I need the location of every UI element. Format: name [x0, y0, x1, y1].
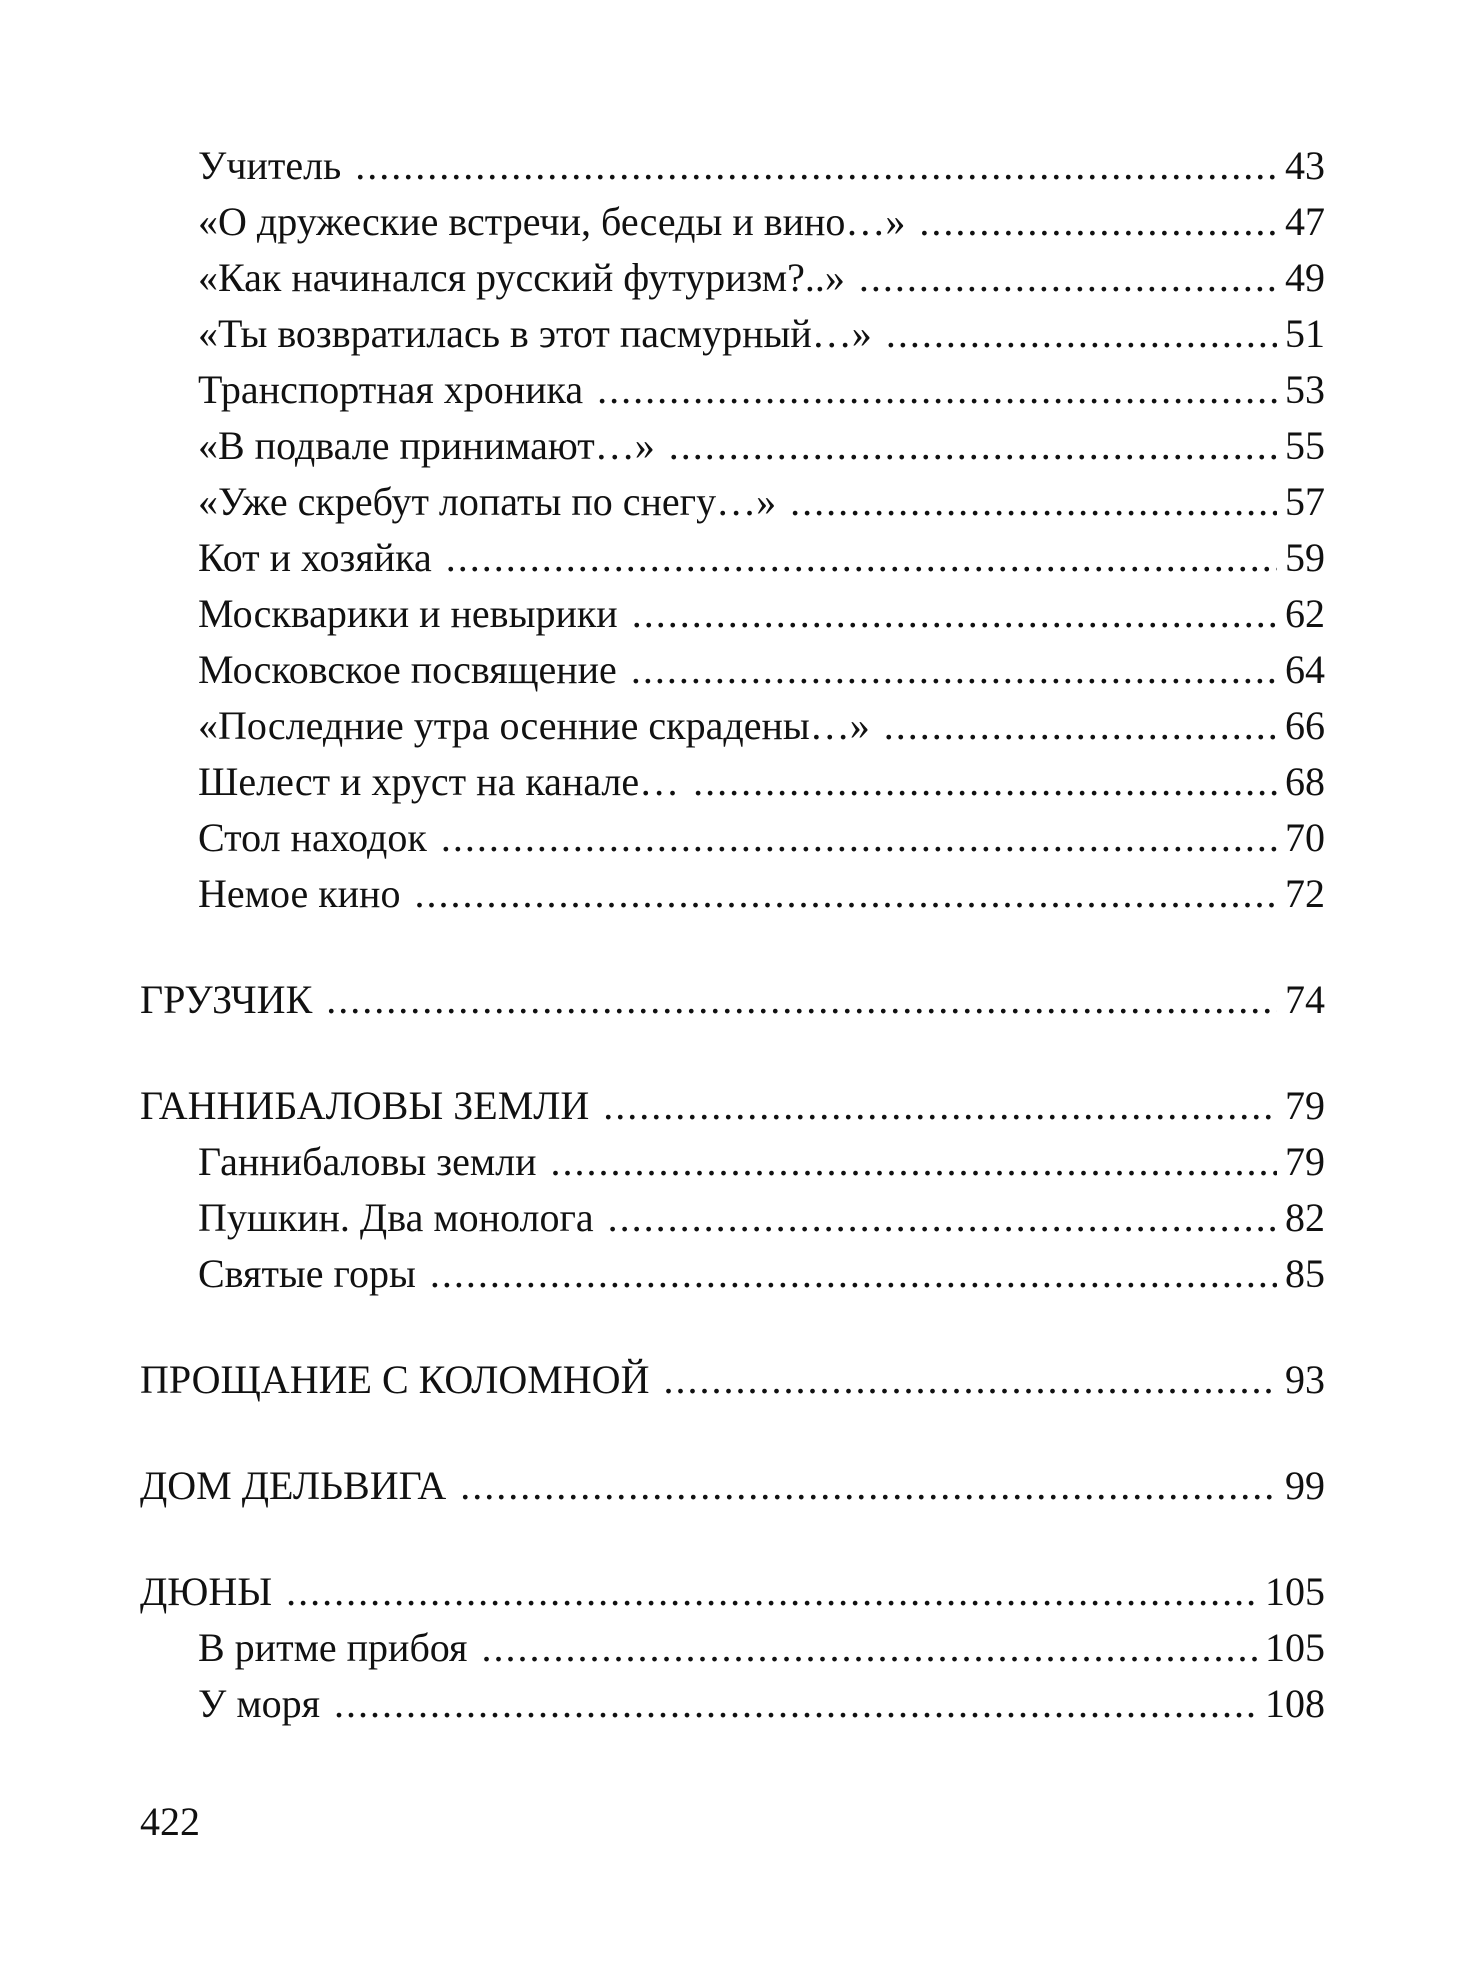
toc-entry-page: 68: [1285, 759, 1325, 804]
toc-entry-page: 59: [1285, 535, 1325, 580]
toc-leader-dots: [919, 194, 1277, 250]
toc-leader-dots: [631, 642, 1277, 698]
toc-entry-page: 72: [1285, 871, 1325, 916]
toc-leader-dots: [608, 1190, 1277, 1246]
toc-entry-page: 43: [1285, 143, 1325, 188]
toc-entry: [140, 1620, 1325, 1676]
toc-entry-page: 105: [1265, 1625, 1325, 1670]
page-number: 422: [140, 1799, 200, 1844]
toc-entry-title: Немое кино: [198, 871, 401, 916]
toc-leader-dots: [446, 530, 1277, 586]
toc-section-page: 79: [1285, 1083, 1325, 1128]
toc-entry-title: Учитель: [198, 143, 342, 188]
toc-entry-page: 55: [1285, 423, 1325, 468]
toc-leader-dots: [693, 754, 1277, 810]
toc-entry-page: 62: [1285, 591, 1325, 636]
toc-entry-title: Шелест и хруст на канале…: [198, 759, 680, 804]
section-gap: [140, 1302, 1325, 1352]
toc-leader-dots: [663, 1352, 1277, 1408]
toc-section-title: ДОМ ДЕЛЬВИГА: [140, 1463, 447, 1508]
toc-leader-dots: [441, 810, 1277, 866]
toc-entry-page: 108: [1265, 1681, 1325, 1726]
toc-entry-title: Транспортная хроника: [198, 367, 584, 412]
section-gap: [140, 1408, 1325, 1458]
toc-leader-dots: [886, 306, 1277, 362]
toc-entry: [140, 810, 1325, 866]
toc-entry: [140, 642, 1325, 698]
toc-entry-title: «Ты возвратилась в этот пасмурный…»: [198, 311, 872, 356]
toc-entry: [140, 1246, 1325, 1302]
toc-entry-title: Кот и хозяйка: [198, 535, 432, 580]
toc-entry: [140, 250, 1325, 306]
toc-leader-dots: [334, 1676, 1257, 1732]
toc-entry-page: 57: [1285, 479, 1325, 524]
toc-entry: [140, 418, 1325, 474]
toc-leader-dots: [430, 1246, 1277, 1302]
toc-section-dyuny: [140, 1564, 1325, 1620]
toc-entry-title: Ганнибаловы земли: [198, 1139, 537, 1184]
toc-entry-title: В ритме прибоя: [198, 1625, 468, 1670]
toc-leader-dots: [355, 138, 1277, 194]
toc-leader-dots: [669, 418, 1277, 474]
toc-entry-title: Святые горы: [198, 1251, 416, 1296]
toc-entry-title: «Как начинался русский футуризм?..»: [198, 255, 845, 300]
toc-leader-dots: [597, 362, 1277, 418]
toc-leader-dots: [603, 1078, 1277, 1134]
toc-section-page: 74: [1285, 977, 1325, 1022]
toc-section-title: ПРОЩАНИЕ С КОЛОМНОЙ: [140, 1357, 650, 1402]
toc-leader-dots: [884, 698, 1277, 754]
toc-entry-page: 70: [1285, 815, 1325, 860]
toc-entry-page: 66: [1285, 703, 1325, 748]
toc-entry: [140, 1676, 1325, 1732]
section-gap: [140, 922, 1325, 972]
toc-section-page: 93: [1285, 1357, 1325, 1402]
toc-entry-page: 79: [1285, 1139, 1325, 1184]
toc-entry: [140, 586, 1325, 642]
toc-section-gannibal: [140, 1078, 1325, 1134]
toc-section-kolomna: [140, 1352, 1325, 1408]
toc-entry-title: «Последние утра осенние скрадены…»: [198, 703, 870, 748]
toc-leader-dots: [859, 250, 1277, 306]
toc-entry: [140, 530, 1325, 586]
toc-entry-page: 47: [1285, 199, 1325, 244]
table-of-contents: [140, 138, 1325, 1732]
toc-entry-title: Стол находок: [198, 815, 427, 860]
toc-leader-dots: [481, 1620, 1257, 1676]
section-gap: [140, 1514, 1325, 1564]
toc-leader-dots: [414, 866, 1277, 922]
toc-entry: [140, 194, 1325, 250]
toc-leader-dots: [460, 1458, 1277, 1514]
toc-entry: [140, 754, 1325, 810]
toc-section-title: ГРУЗЧИК: [140, 977, 313, 1022]
toc-entry-title: Московское посвящение: [198, 647, 617, 692]
toc-entry-page: 53: [1285, 367, 1325, 412]
toc-leader-dots: [790, 474, 1277, 530]
toc-entry: [140, 138, 1325, 194]
toc-entry: [140, 362, 1325, 418]
toc-leader-dots: [551, 1134, 1277, 1190]
toc-entry-page: 64: [1285, 647, 1325, 692]
toc-entry: [140, 1190, 1325, 1246]
toc-leader-dots: [286, 1564, 1257, 1620]
toc-entry-title: «Уже скребут лопаты по снегу…»: [198, 479, 777, 524]
toc-section-page: 105: [1265, 1569, 1325, 1614]
toc-section-title: ГАННИБАЛОВЫ ЗЕМЛИ: [140, 1083, 590, 1128]
section-gap: [140, 1028, 1325, 1078]
toc-entry: [140, 306, 1325, 362]
toc-entry-title: У моря: [198, 1681, 321, 1726]
toc-entry-page: 51: [1285, 311, 1325, 356]
toc-leader-dots: [632, 586, 1277, 642]
toc-entry-page: 85: [1285, 1251, 1325, 1296]
toc-leader-dots: [326, 972, 1277, 1028]
toc-entry-page: 82: [1285, 1195, 1325, 1240]
toc-section-title: ДЮНЫ: [140, 1569, 273, 1614]
toc-entry-title: «В подвале принимают…»: [198, 423, 655, 468]
toc-entry-title: «О дружеские встречи, беседы и вино…»: [198, 199, 906, 244]
toc-entry: [140, 1134, 1325, 1190]
toc-entry-page: 49: [1285, 255, 1325, 300]
toc-section-page: 99: [1285, 1463, 1325, 1508]
toc-entry: [140, 474, 1325, 530]
toc-entry-title: Пушкин. Два монолога: [198, 1195, 594, 1240]
toc-entry-title: Москварики и невырики: [198, 591, 618, 636]
toc-entry: [140, 698, 1325, 754]
toc-section-delvig: [140, 1458, 1325, 1514]
toc-entry: [140, 866, 1325, 922]
toc-section-gruzchik: [140, 972, 1325, 1028]
